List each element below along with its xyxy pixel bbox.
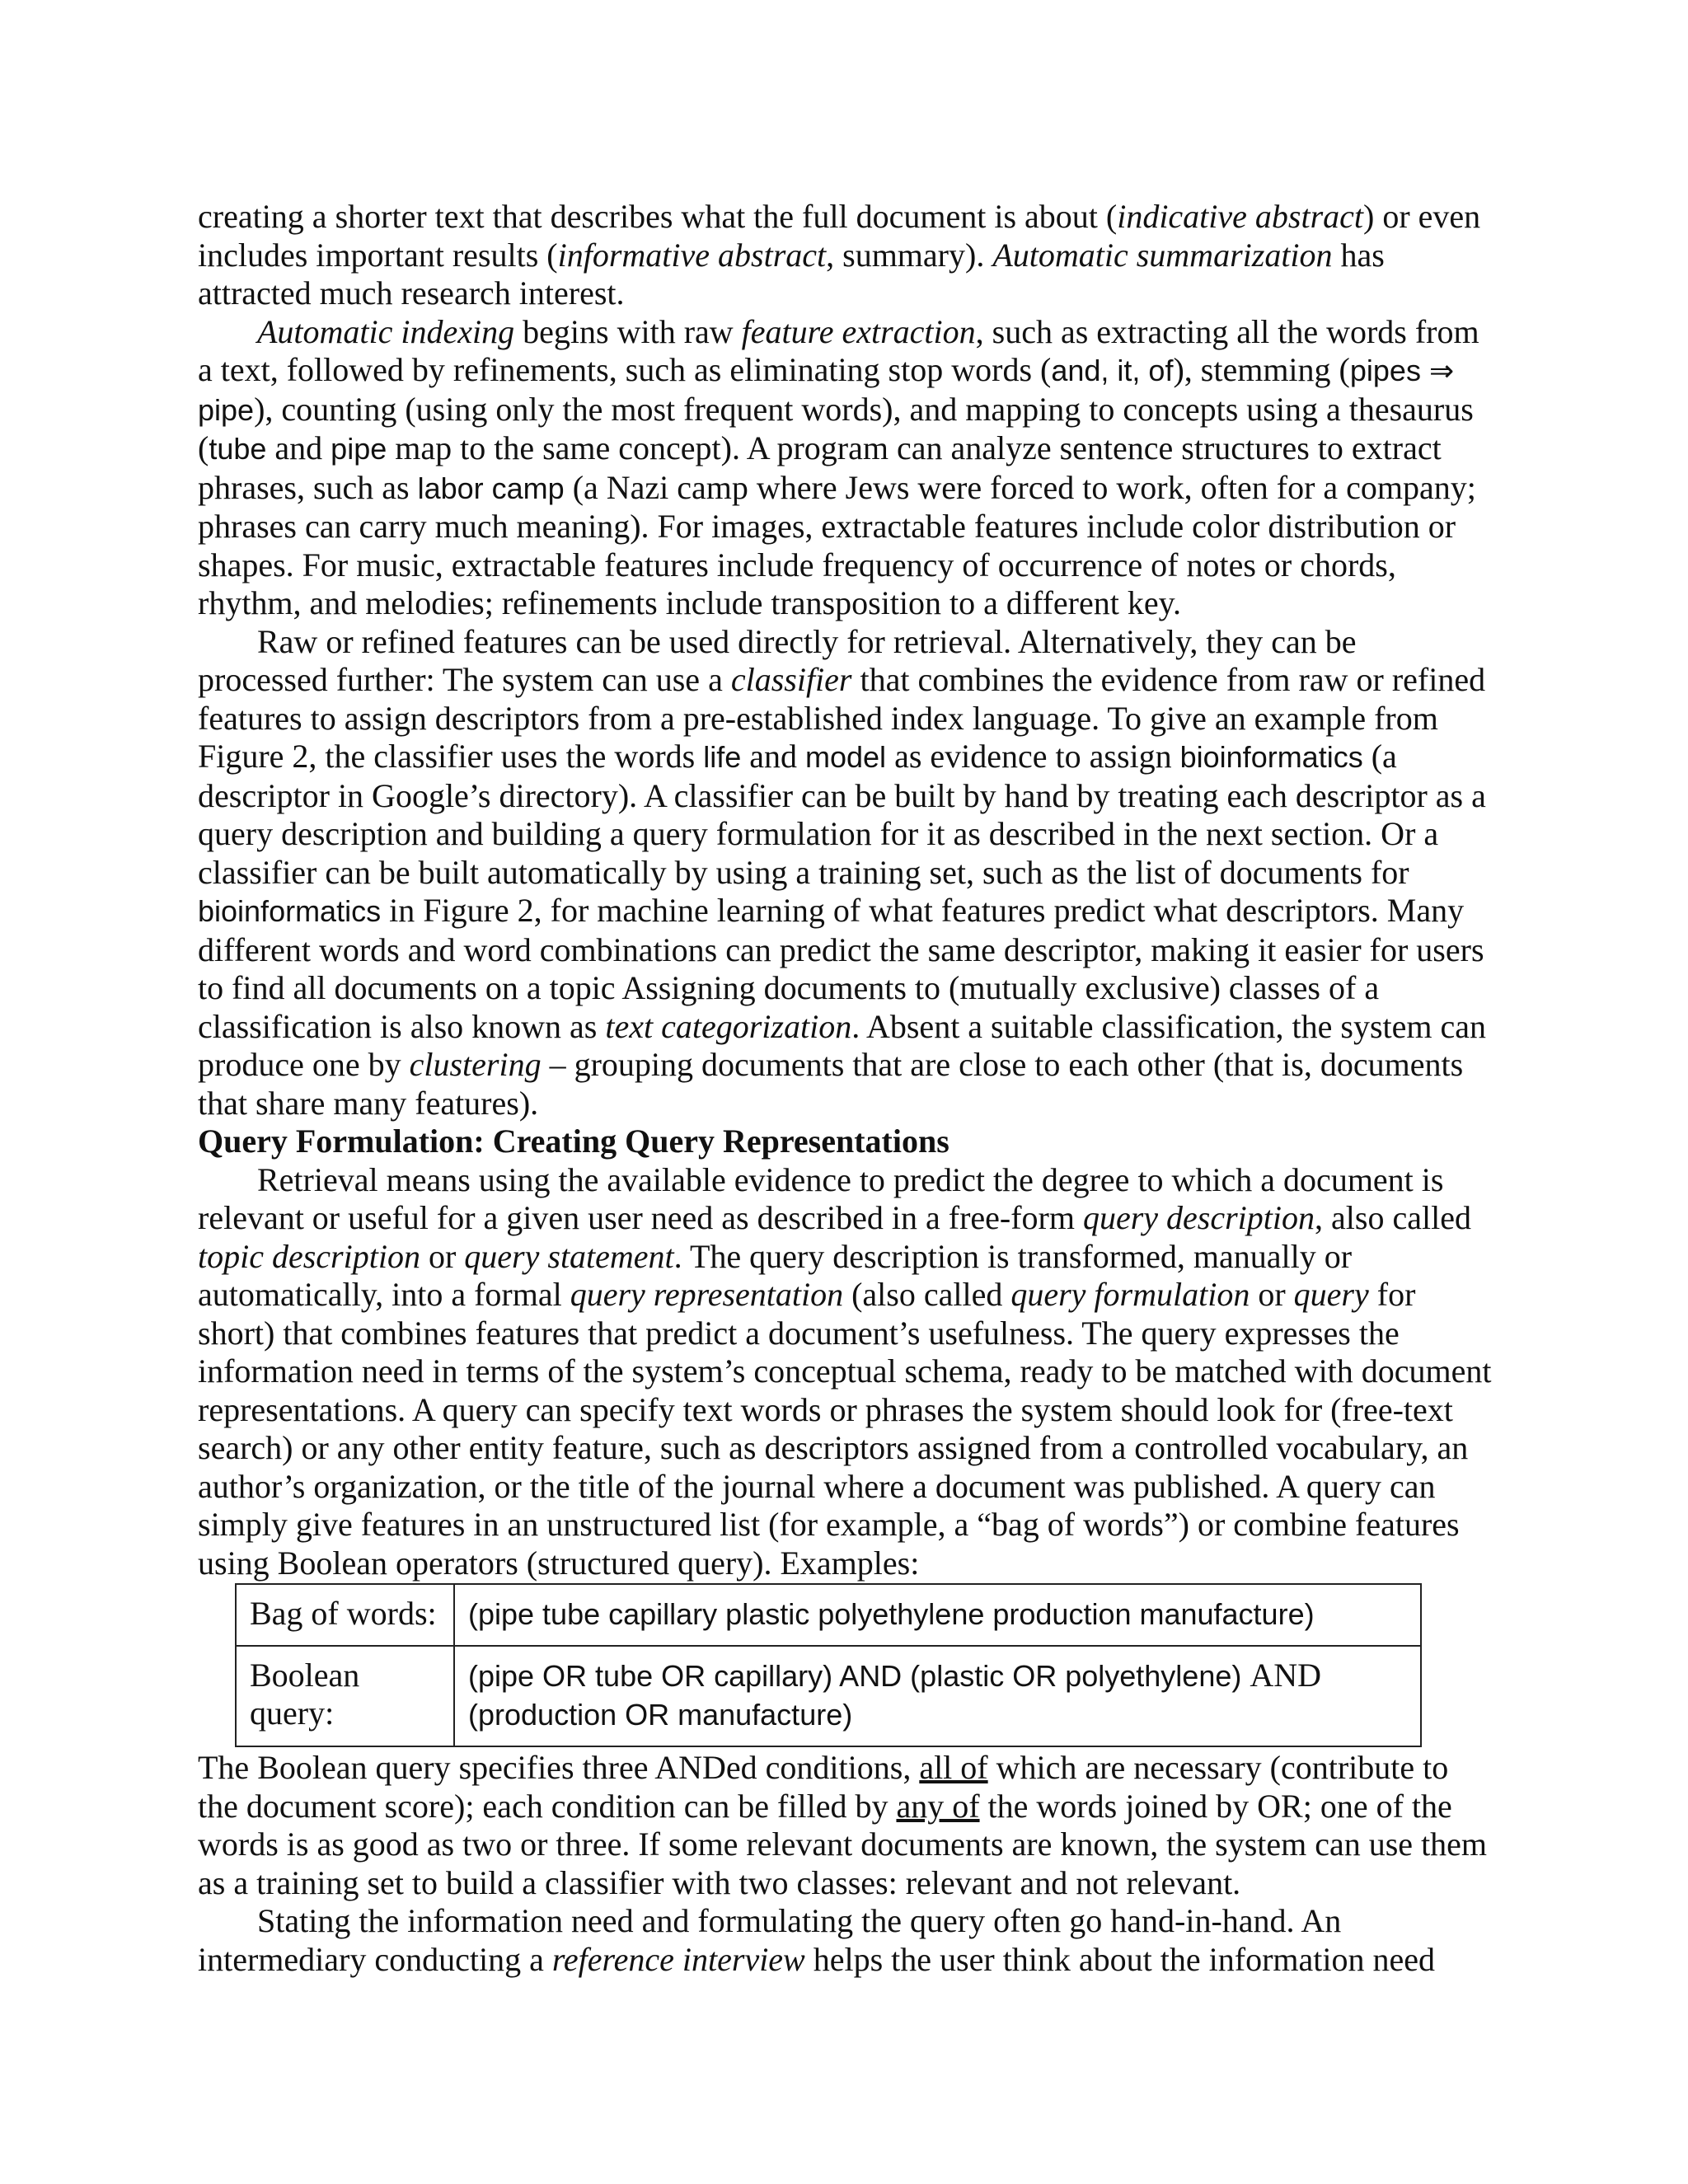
text: , summary). [826, 236, 993, 274]
table-cell-label: Boolean query: [236, 1646, 454, 1746]
term: Automatic summarization [992, 236, 1333, 274]
table-cell-value [454, 1646, 1421, 1746]
term: query statement [464, 1237, 674, 1275]
underlined-text: all of [919, 1749, 988, 1786]
text: Raw or refined features can be used directly for retrieval. Alternatively, they can be processed further: The system can use a [198, 622, 1357, 698]
text: Retrieval means using the available evidence to predict the degree to which a document is relevant or useful for a given user need as described in a free-form [198, 1160, 1444, 1236]
text: has attracted much research interest. [198, 236, 1385, 312]
text: Stating the information need and formulating the query often go hand-in-hand. An intermediary conducting a [198, 1902, 1342, 1978]
term: clustering [409, 1046, 542, 1083]
term: feature extraction [741, 312, 976, 350]
table-cell-label: Bag of words: [236, 1584, 454, 1646]
table-row [236, 1646, 1421, 1746]
text: The Boolean query specifies three ANDed conditions, [198, 1749, 920, 1786]
text: ), stemming ( [1173, 351, 1350, 388]
paragraph-retrieval [198, 1161, 1492, 1583]
example-words: model [805, 740, 887, 774]
text: or [420, 1237, 465, 1275]
underlined-text: any of [896, 1787, 980, 1825]
text: and [741, 738, 805, 775]
text: which are necessary (contribute to the document score); each condition can be filled by [198, 1749, 1449, 1825]
text: – grouping documents that are close to each other (that is, documents that share many features). [198, 1046, 1464, 1122]
text: helps the user think about the information need [804, 1940, 1436, 1978]
text: map to the same concept). A program can analyze sentence structures to extract phrases, such as [198, 429, 1442, 506]
term: indicative abstract [1117, 198, 1364, 235]
term: text categorization [605, 1007, 852, 1045]
text: (a descriptor in Google’s directory). A classifier can be built by hand by treating each descriptor as a query description and building a query formulation for it as described in the next section. Or a classifier can be built automatically by using a training set, such as the list of documents for [198, 738, 1486, 891]
text: or [1250, 1276, 1294, 1313]
table-cell-value [454, 1584, 1421, 1646]
table-row [236, 1584, 1421, 1646]
text: . Absent a suitable classification, the system can produce one by [198, 1007, 1486, 1083]
text: and [266, 429, 331, 466]
query-examples-table [235, 1583, 1422, 1747]
text: for short) that combines features that predict a document’s usefulness. The query expresses the information need in terms of the system’s conceptual schema, ready to be matched with document representations. A query can specify text words or phrases the system should look for (free-text search) or any other entity feature, such as descriptors assigned from a controlled vocabulary, an author’s organization, or the title of the journal where a document was published. A query can simply give features in an unstructured list (for example, a “bag of words”) or combine features using Boolean operators (structured query). Examples: [198, 1276, 1492, 1582]
text: (a Nazi camp where Jews were forced to work, often for a company; phrases can carry much meaning). For images, extractable features include color distribution or shapes. For music, extractable features include frequency of occurrence of notes or chords, rhythm, and melodies; refinements include transposition to a different key. [198, 468, 1476, 621]
paragraph-automatic-indexing [198, 313, 1492, 623]
example-words: tube [209, 432, 267, 466]
example-words: pipe [331, 432, 387, 466]
example-words: and, it, of [1051, 354, 1174, 387]
paragraph-boolean-explanation [198, 1749, 1492, 1902]
paragraph-reference-interview [198, 1902, 1492, 1979]
term: topic description [198, 1237, 420, 1275]
boolean-operator: AND [1250, 1657, 1322, 1694]
term: query description [1082, 1199, 1315, 1236]
section-heading: Query Formulation: Creating Query Representations [198, 1122, 950, 1160]
bag-of-words-query: (pipe tube capillary plastic polyethylene production manufacture) [468, 1597, 1315, 1631]
text: that combines the evidence from raw or refined features to assign descriptors from a pre-established index language. To give an example from Figure 2, the classifier uses the words [198, 661, 1486, 775]
text: (also called [843, 1276, 1011, 1313]
text: begins with raw [514, 312, 742, 350]
text: . The query description is transformed, manually or automatically, into a formal [198, 1237, 1353, 1313]
example-words: bioinformatics [198, 894, 382, 928]
document-page [198, 198, 1492, 1979]
text: as evidence to assign [886, 738, 1180, 775]
text: creating a shorter text that describes what the full document is about ( [198, 198, 1118, 235]
paragraph-summarization [198, 198, 1492, 313]
term: informative abstract [557, 236, 827, 274]
text: ) or even includes important results ( [198, 198, 1481, 274]
text: ), counting (using only the most frequent words), and mapping to concepts using a thesaurus ( [198, 390, 1474, 466]
term: Automatic indexing [257, 312, 515, 350]
paragraph-classifier [198, 623, 1492, 1123]
text: in Figure 2, for machine learning of what features predict what descriptors. Many different words and word combinations can predict the same descriptor, making it easier for users to find all documents on a topic Assigning documents to (mutually exclusive) classes of a classification is also known as [198, 892, 1484, 1045]
term: query formulation [1010, 1276, 1250, 1313]
boolean-query-part: (production OR manufacture) [468, 1698, 853, 1732]
term: query representation [570, 1276, 844, 1313]
boolean-query-part: (pipe OR tube OR capillary) AND (plastic OR polyethylene) [468, 1659, 1250, 1693]
text: the words joined by OR; one of the words is as good as two or three. If some relevant documents are known, the system can use them as a training set to build a classifier with two classes: relevant and not relevant. [198, 1787, 1488, 1901]
text: , such as extracting all the words from a text, followed by refinements, such as eliminating stop words ( [198, 312, 1479, 388]
term: classifier [730, 661, 852, 698]
example-words: bioinformatics [1179, 740, 1363, 774]
example-words: pipes ⇒ pipe [198, 354, 1455, 427]
text: , also called [1315, 1199, 1471, 1236]
example-words: life [703, 740, 742, 774]
term: reference interview [551, 1940, 805, 1978]
term: query [1293, 1276, 1369, 1313]
example-words: labor camp [417, 471, 565, 505]
